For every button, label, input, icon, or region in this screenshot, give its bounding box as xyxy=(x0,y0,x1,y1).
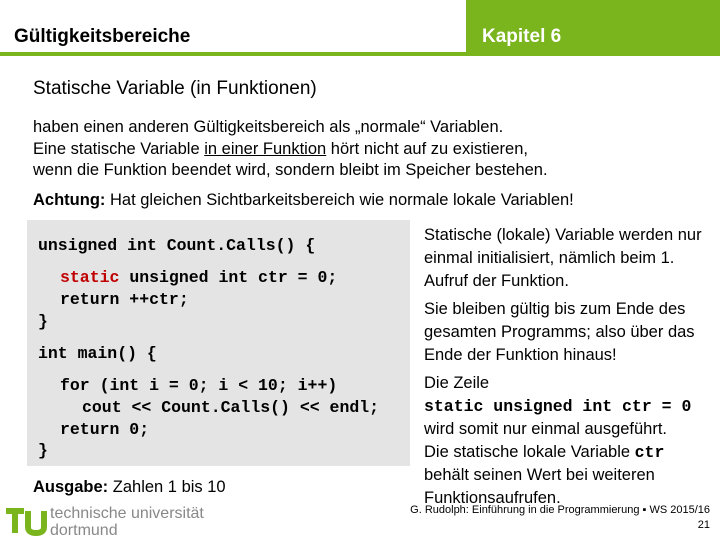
footer-credit: G. Rudolph: Einführung in die Programmierung ▪ WS 2015/16 xyxy=(410,504,710,516)
logo-line-2: dortmund xyxy=(50,522,118,539)
chapter-label: Kapitel 6 xyxy=(482,26,562,47)
output-label: Ausgabe: xyxy=(33,478,109,496)
code-keyword: static xyxy=(60,268,120,287)
output-note xyxy=(33,478,226,497)
intro-underlined: in einer Funktion xyxy=(204,139,327,158)
explanation-3-line: Die Zeile xyxy=(424,374,490,392)
logo-line-1: technische universität xyxy=(50,505,204,522)
code-line: return 0; xyxy=(60,420,150,439)
explanation-3 xyxy=(424,372,716,510)
logo-wordmark xyxy=(50,505,204,539)
intro-paragraph xyxy=(33,117,713,182)
code-line: } xyxy=(38,441,48,460)
code-line xyxy=(60,268,337,287)
code-line: } xyxy=(38,312,48,331)
page-number: 21 xyxy=(697,519,710,531)
header-divider xyxy=(0,52,720,56)
output-text: Zahlen 1 bis 10 xyxy=(108,478,226,496)
code-line: for (int i = 0; i < 10; i++) xyxy=(60,376,338,395)
page-title: Gültigkeitsbereiche xyxy=(14,26,191,47)
intro-line-3: wenn die Funktion beendet wird, sondern bleibt im Speicher bestehen. xyxy=(33,161,548,179)
inline-code: static unsigned int ctr = 0 xyxy=(424,397,692,416)
attention-label: Achtung: xyxy=(33,191,106,209)
code-text: unsigned int ctr = 0; xyxy=(119,268,338,287)
explanation-3-line: wird somit nur einmal ausgeführt. xyxy=(424,420,668,438)
header-bar xyxy=(0,0,466,52)
explanation-1: Statische (lokale) Variable werden nur einmal initialisiert, nämlich beim 1. Aufruf der Funktion. xyxy=(424,226,702,290)
code-line: unsigned int Count.Calls() { xyxy=(38,236,316,255)
code-line: return ++ctr; xyxy=(60,290,189,309)
attention-note xyxy=(33,191,574,210)
intro-text: Eine statische Variable xyxy=(33,139,205,158)
code-line: int main() { xyxy=(38,344,157,363)
code-line: cout << Count.Calls() << endl; xyxy=(82,398,380,417)
inline-code: ctr xyxy=(634,443,665,462)
explanation-3-line: behält seinen Wert bei weiteren Funktionsaufrufen. xyxy=(424,466,655,507)
chapter-bar xyxy=(466,0,720,52)
intro-line-1: haben einen anderen Gültigkeitsbereich als „normale“ Variablen. xyxy=(33,118,504,136)
explanation-3-text: Die statische lokale Variable xyxy=(424,443,635,461)
footer xyxy=(410,503,710,533)
intro-text: hört nicht auf zu existieren, xyxy=(326,139,528,158)
explanation-3-line xyxy=(424,441,716,464)
attention-text: Hat gleichen Sichtbarkeitsbereich wie normale lokale Variablen! xyxy=(105,191,574,209)
intro-line-2 xyxy=(33,139,713,161)
section-title: Statische Variable (in Funktionen) xyxy=(33,78,317,99)
explanation-2: Sie bleiben gültig bis zum Ende des gesamten Programms; also über das Ende der Funktion hinaus! xyxy=(424,300,695,364)
